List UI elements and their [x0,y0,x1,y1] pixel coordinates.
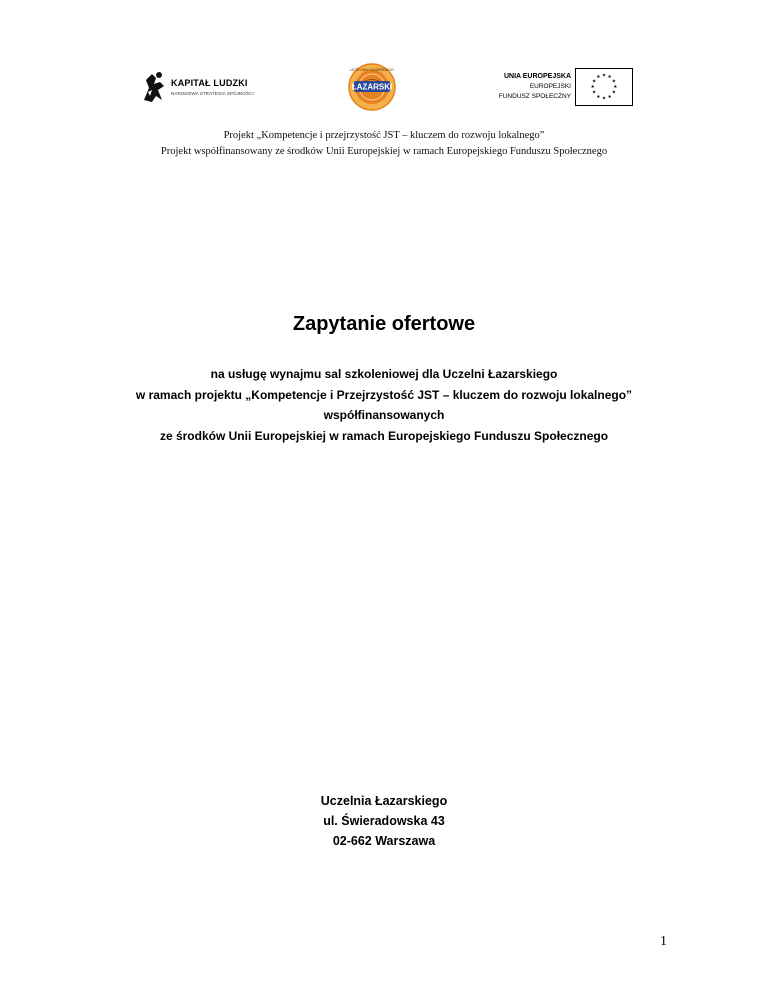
project-header [0,128,768,160]
street-address: ul. Świeradowska 43 [323,814,445,828]
svg-text:★: ★ [592,79,597,85]
kapital-ludzki-icon [140,70,168,104]
document-title: Zapytanie ofertowe [292,313,476,335]
svg-text:★: ★ [607,75,612,81]
eu-efs-logo [498,68,633,106]
eu-flag-icon [575,68,633,106]
document-subtitle [0,364,768,446]
postal-city: 02-662 Warszawa [332,834,436,848]
lazarski-seal-text: ŁAZARSKI [351,82,393,92]
svg-text:★: ★ [607,94,612,100]
kapital-ludzki-logo [140,70,260,104]
eu-line-2: EUROPEJSKI [529,83,571,90]
svg-text:★: ★ [590,84,595,90]
svg-text:★: ★ [601,73,607,79]
eu-line-3: FUNDUSZ SPOŁECZNY [498,93,571,100]
address-block [0,791,768,851]
subtitle-line: w ramach projektu „Kompetencje i Przejrzystość JST – kluczem do rozwoju lokalnego” [135,387,633,402]
svg-text:★: ★ [596,75,601,81]
svg-text:★: ★ [613,84,618,90]
eu-text-block [499,72,571,102]
project-name-line: Projekt „Kompetencje i przejrzystość JST – kluczem do rozwoju lokalnego” [223,130,545,141]
subtitle-line: współfinansowanych [323,408,445,422]
svg-text:★: ★ [592,90,597,96]
lazarski-seal-top-text: UCZELNIA ŁAZARSKIEGO [350,68,394,72]
svg-text:★: ★ [611,79,616,85]
eu-line-1: UNIA EUROPEJSKA [503,73,571,80]
subtitle-line: na usługę wynajmu sal szkoleniowej dla Uczelni Łazarskiego [210,367,558,381]
kapital-ludzki-title: KAPITAŁ LUDZKI [171,78,248,88]
svg-text:★: ★ [596,94,601,100]
svg-text:★: ★ [611,90,616,96]
page-number: 1 [660,934,667,949]
lazarski-seal-icon [344,62,400,112]
cofinancing-line: Projekt współfinansowany ze środków Unii Europejskiej w ramach Europejskiego Funduszu Społecznego [160,146,608,157]
subtitle-line: ze środków Unii Europejskiej w ramach Europejskiego Funduszu Społecznego [159,428,609,443]
logo-bar [0,62,768,112]
institution-name: Uczelnia Łazarskiego [320,794,448,808]
kapital-ludzki-subtitle: NARODOWA STRATEGIA SPÓJNOŚCI [171,91,254,96]
svg-text:★: ★ [601,96,607,102]
